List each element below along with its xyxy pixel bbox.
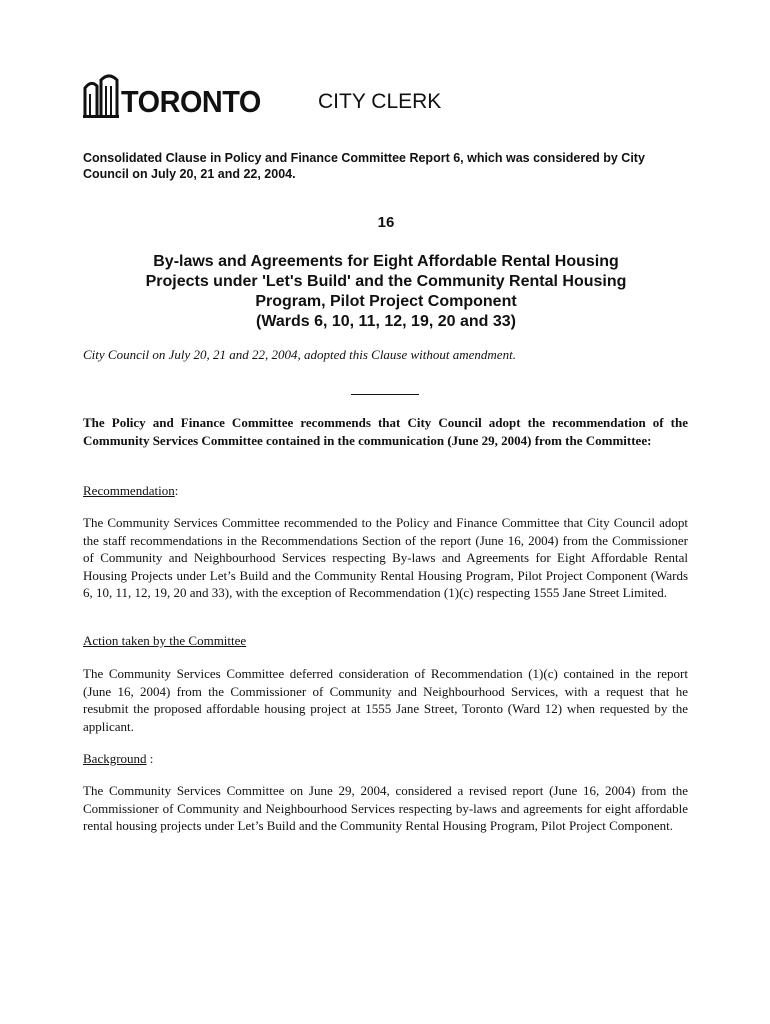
title-line: Projects under 'Let's Build' and the Community Rental Housing bbox=[145, 273, 627, 290]
clause-number: 16 bbox=[377, 214, 395, 231]
document-title bbox=[83, 252, 689, 332]
department-name: CITY CLERK bbox=[318, 90, 442, 113]
committee-recommendation-intro: The Policy and Finance Committee recommends that City Council adopt the recommendation of the Community Services Committee contained in the communication (June 29, 2004) from the Committee: bbox=[83, 415, 688, 448]
recommendation-heading-label: Recommendation bbox=[83, 483, 175, 498]
heading-colon: : bbox=[174, 483, 179, 498]
action-taken-text: The Community Services Committee deferred consideration of Recommendation (1)(c) contained in the report (June 16, 2004) from the Commissioner of Community and Neighbourhood Services, with a request that he resubmit the proposed affordable housing project at 1555 Jane Street, Toronto (Ward 12) when requested by the applicant. bbox=[83, 666, 688, 734]
letterhead bbox=[83, 74, 688, 124]
recommendation-text: The Community Services Committee recommended to the Policy and Finance Committee that City Council adopt the staff recommendations in the Recommendations Section of the report (June 16, 2004) from the Commissioner of Community and Neighbourhood Services respecting By-laws and Agreements for Eight Affordable Rental Housing Projects under Let’s Build and the Community Rental Housing Program, Pilot Project Component (Wards 6, 10, 11, 12, 19, 20 and 33), with the exception of Recommendation (1)(c) respecting 1555 Jane Street Limited. bbox=[83, 515, 688, 600]
toronto-logo bbox=[83, 74, 271, 118]
adopted-statement: City Council on July 20, 21 and 22, 2004, adopted this Clause without amendment. bbox=[83, 347, 516, 362]
background-text: The Community Services Committee on June 29, 2004, considered a revised report (June 16, 2004) from the Commissioner of Community and Neighbourhood Services respecting by-laws and agreements for eight affordable rental housing projects under Let’s Build and the Community Rental Housing Program, Pilot Project Component. bbox=[83, 783, 688, 833]
background-heading-label: Background bbox=[83, 751, 147, 766]
consolidated-clause-note: Consolidated Clause in Policy and Finance Committee Report 6, which was considered by City Council on July 20, 21 and 22, 2004. bbox=[83, 151, 645, 181]
logo-wordmark: TORONTO bbox=[121, 84, 261, 119]
action-taken-heading: Action taken by the Committee bbox=[83, 633, 247, 648]
recommendation-heading bbox=[83, 482, 178, 500]
section-divider bbox=[351, 394, 419, 395]
title-line: (Wards 6, 10, 11, 12, 19, 20 and 33) bbox=[256, 313, 516, 330]
title-line: Program, Pilot Project Component bbox=[255, 293, 517, 310]
heading-colon: : bbox=[149, 751, 154, 766]
title-line: By-laws and Agreements for Eight Affordable Rental Housing bbox=[153, 253, 619, 270]
background-heading bbox=[83, 750, 153, 768]
city-hall-icon bbox=[83, 74, 119, 118]
